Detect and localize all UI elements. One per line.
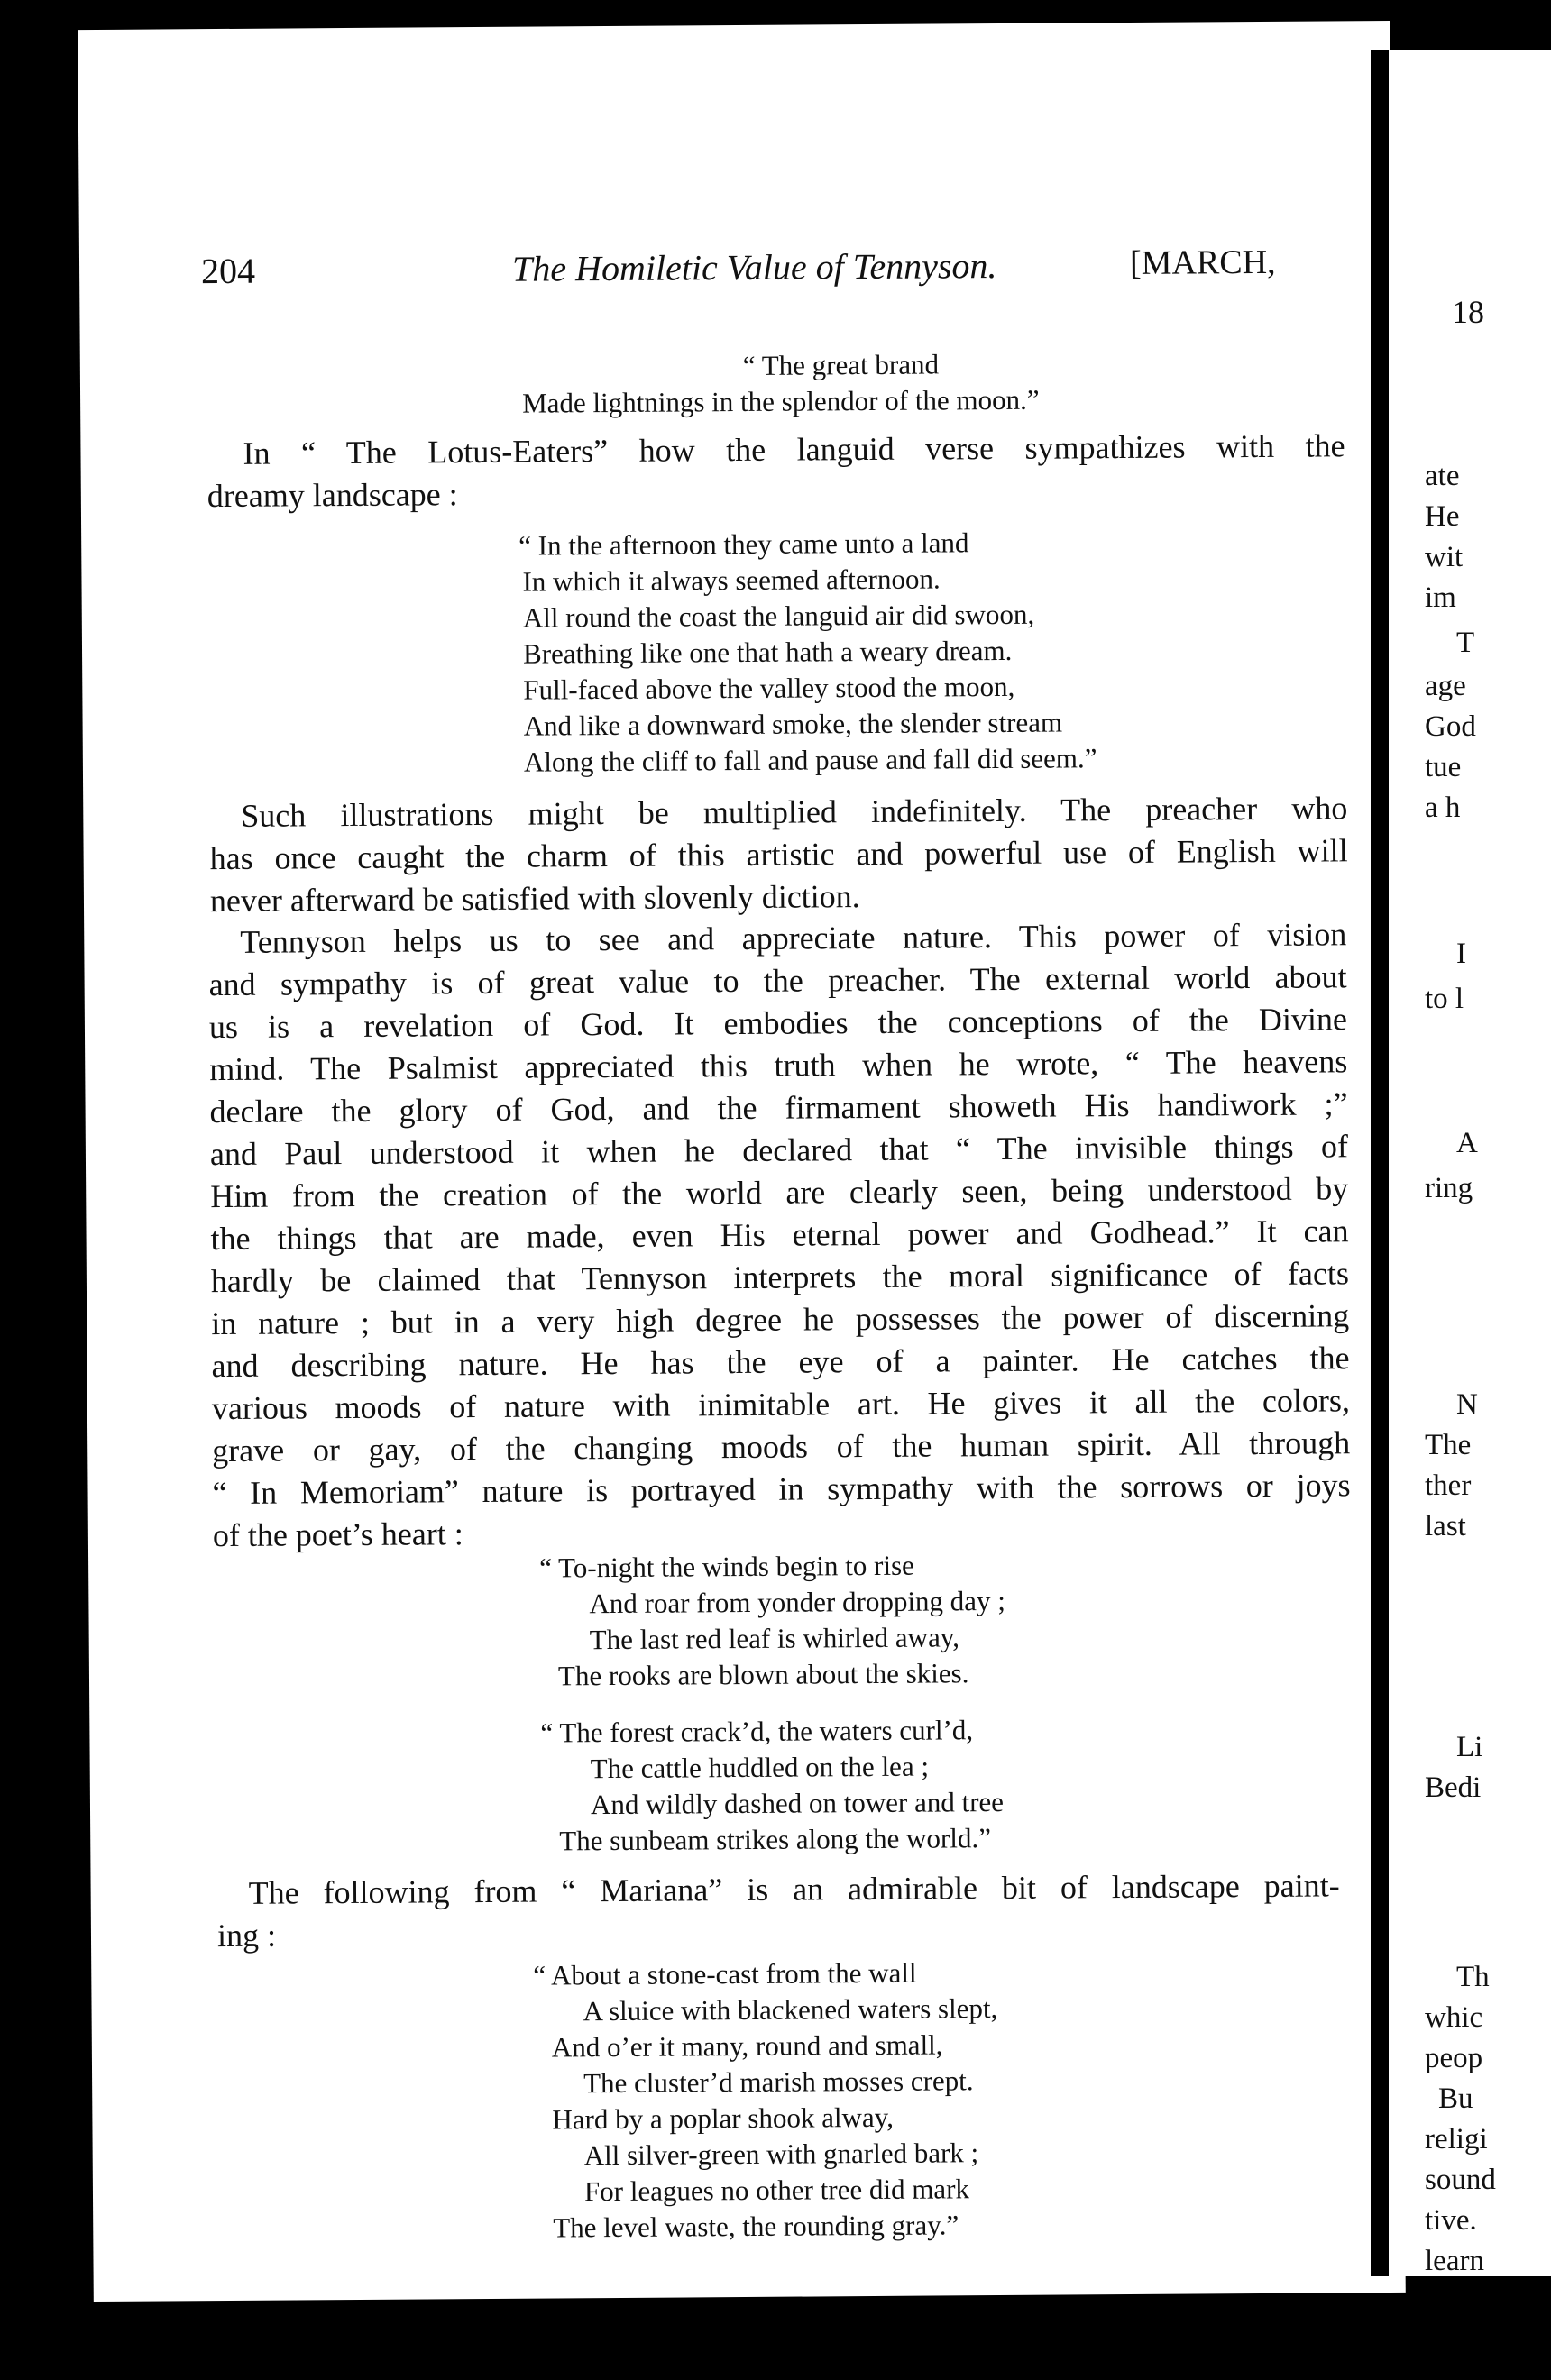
verse-block-5 <box>533 1954 999 2247</box>
verse-block-1 <box>522 346 1040 422</box>
right-fragment: Li <box>1456 1731 1483 1763</box>
verse-line: “ In the afternoon they came unto a land <box>519 526 969 562</box>
verse-line: The sunbeam strikes along the world.” <box>559 1822 992 1857</box>
right-fragment: I <box>1456 938 1466 970</box>
paragraph-line: ing : <box>216 1917 277 1954</box>
right-fragment: God <box>1425 710 1476 743</box>
verse-line: And wildly dashed on tower and tree <box>590 1785 1005 1821</box>
verse-line: “ About a stone-cast from the wall <box>533 1956 917 1991</box>
verse-line: Full-faced above the valley stood the moon, <box>523 670 1015 706</box>
verse-block-2 <box>519 524 1097 780</box>
paragraph-line: dreamy landscape : <box>206 476 458 515</box>
right-fragment: He <box>1425 500 1460 533</box>
right-fragment: ring <box>1425 1172 1473 1204</box>
paragraph-line: of the poet’s heart : <box>212 1515 463 1554</box>
right-fragment: whic <box>1425 2001 1483 2034</box>
right-page-number: 18 <box>1452 294 1484 330</box>
right-fragment: learn <box>1425 2245 1484 2277</box>
verse-line: Made lightnings in the splendor of the moon.” <box>522 383 1040 419</box>
right-fragment: age <box>1425 670 1466 702</box>
verse-line: The level waste, the rounding gray.” <box>553 2209 959 2244</box>
verse-block-3 <box>539 1547 1006 1695</box>
right-fragment: religi <box>1425 2123 1488 2156</box>
right-fragment: to l <box>1425 983 1464 1015</box>
paragraph-line: us is a revelation of God. It embodies the conceptions of the Divine <box>208 1001 1348 1046</box>
paragraph-line: hardly be claimed that Tennyson interprets the moral significance of facts <box>210 1255 1350 1300</box>
verse-line: And like a downward smoke, the slender stream <box>523 706 1063 742</box>
paragraph-line: and describing nature. He has the eye of a painter. He catches the <box>211 1340 1350 1385</box>
verse-line: “ The great brand <box>742 348 940 381</box>
paragraph-line: never afterward be satisfied with slovenly diction. <box>209 878 860 920</box>
paragraph-3 <box>208 913 1351 1557</box>
page-header <box>79 242 1391 305</box>
verse-line: “ To-night the winds begin to rise <box>539 1549 914 1584</box>
right-fragment: ate <box>1425 460 1460 492</box>
right-fragment: peop <box>1425 2042 1483 2074</box>
right-fragment: sound <box>1425 2164 1496 2196</box>
left-page <box>78 21 1406 2302</box>
header-month: [MARCH, <box>1129 243 1276 282</box>
right-fragment: wit <box>1425 541 1464 573</box>
paragraph-line: Tennyson helps us to see and appreciate nature. This power of vision <box>240 916 1347 960</box>
right-fragment: T <box>1456 627 1475 659</box>
right-fragment: last <box>1425 1510 1466 1542</box>
paragraph-line: Such illustrations might be multiplied indefinitely. The preacher who <box>241 790 1348 834</box>
verse-line: Hard by a poplar shook alway, <box>552 2101 895 2136</box>
right-fragment: Th <box>1456 1961 1490 1993</box>
paragraph-line: and Paul understood it when he declared that “ The invisible things of <box>209 1128 1349 1173</box>
verse-line: And roar from yonder dropping day ; <box>589 1584 1005 1620</box>
verse-block-4 <box>540 1712 1004 1860</box>
right-fragment: tue <box>1425 751 1462 783</box>
paragraph-line: the things that are made, even His eternal power and Godhead.” It can <box>210 1213 1349 1258</box>
right-fragment: A <box>1456 1127 1478 1159</box>
paragraph-1 <box>206 425 1345 517</box>
right-page-fragment <box>1371 50 1551 2276</box>
verse-line: A sluice with blackened waters slept, <box>583 1992 998 2028</box>
verse-line: Breathing like one that hath a weary dream. <box>522 634 1013 670</box>
verse-line: All round the coast the languid air did swoon, <box>522 598 1035 634</box>
right-fragment: tive. <box>1425 2204 1477 2237</box>
verse-line: All silver-green with gnarled bark ; <box>583 2137 979 2172</box>
paragraph-line: Him from the creation of the world are clearly seen, being understood by <box>210 1170 1349 1215</box>
running-title: The Homiletic Value of Tennyson. <box>511 245 997 289</box>
paragraph-2 <box>209 787 1348 922</box>
paragraph-line: mind. The Psalmist appreciated this truth when he wrote, “ The heavens <box>209 1043 1348 1088</box>
right-fragment: Bedi <box>1425 1771 1482 1804</box>
verse-line: In which it always seemed afternoon. <box>522 563 941 598</box>
paragraph-line: In “ The Lotus-Eaters” how the languid verse sympathizes with the <box>243 427 1345 471</box>
paragraph-line: in nature ; but in a very high degree he possesses the power of discerning <box>211 1297 1350 1342</box>
verse-line: The rooks are blown about the skies. <box>557 1657 969 1692</box>
verse-line: Along the cliff to fall and pause and fall did seem.” <box>523 742 1097 778</box>
verse-line: The last red leaf is whirled away, <box>589 1621 960 1656</box>
right-fragment: im <box>1425 581 1456 614</box>
paragraph-line: grave or gay, of the changing moods of the human spirit. All through <box>212 1424 1351 1469</box>
paragraph-line: “ In Memoriam” nature is portrayed in sympathy with the sorrows or joys <box>212 1467 1351 1512</box>
paragraph-line: various moods of nature with inimitable art. He gives it all the colors, <box>211 1382 1351 1427</box>
page-number: 204 <box>200 250 256 292</box>
right-fragment: The <box>1425 1429 1472 1461</box>
right-fragment: N <box>1456 1388 1478 1421</box>
right-fragment: Bu <box>1438 2082 1473 2115</box>
right-fragment: a h <box>1425 792 1461 824</box>
paragraph-line: has once caught the charm of this artistic and powerful use of English will <box>209 832 1348 877</box>
paragraph-line: and sympathy is of great value to the preacher. The external world about <box>208 958 1347 1003</box>
verse-line: The cluster’d marish mosses crept. <box>583 2064 974 2100</box>
paragraph-4 <box>216 1864 1340 1957</box>
verse-line: The cattle huddled on the lea ; <box>590 1750 930 1785</box>
verse-line: And o’er it many, round and small, <box>551 2028 943 2064</box>
verse-line: “ The forest crack’d, the waters curl’d, <box>540 1714 974 1749</box>
paragraph-line: The following from “ Mariana” is an admirable bit of landscape paint- <box>248 1867 1340 1911</box>
verse-line: For leagues no other tree did mark <box>583 2173 970 2208</box>
right-fragment: ther <box>1425 1469 1472 1502</box>
paragraph-line: declare the glory of God, and the firmament showeth His handiwork ;” <box>209 1085 1348 1130</box>
